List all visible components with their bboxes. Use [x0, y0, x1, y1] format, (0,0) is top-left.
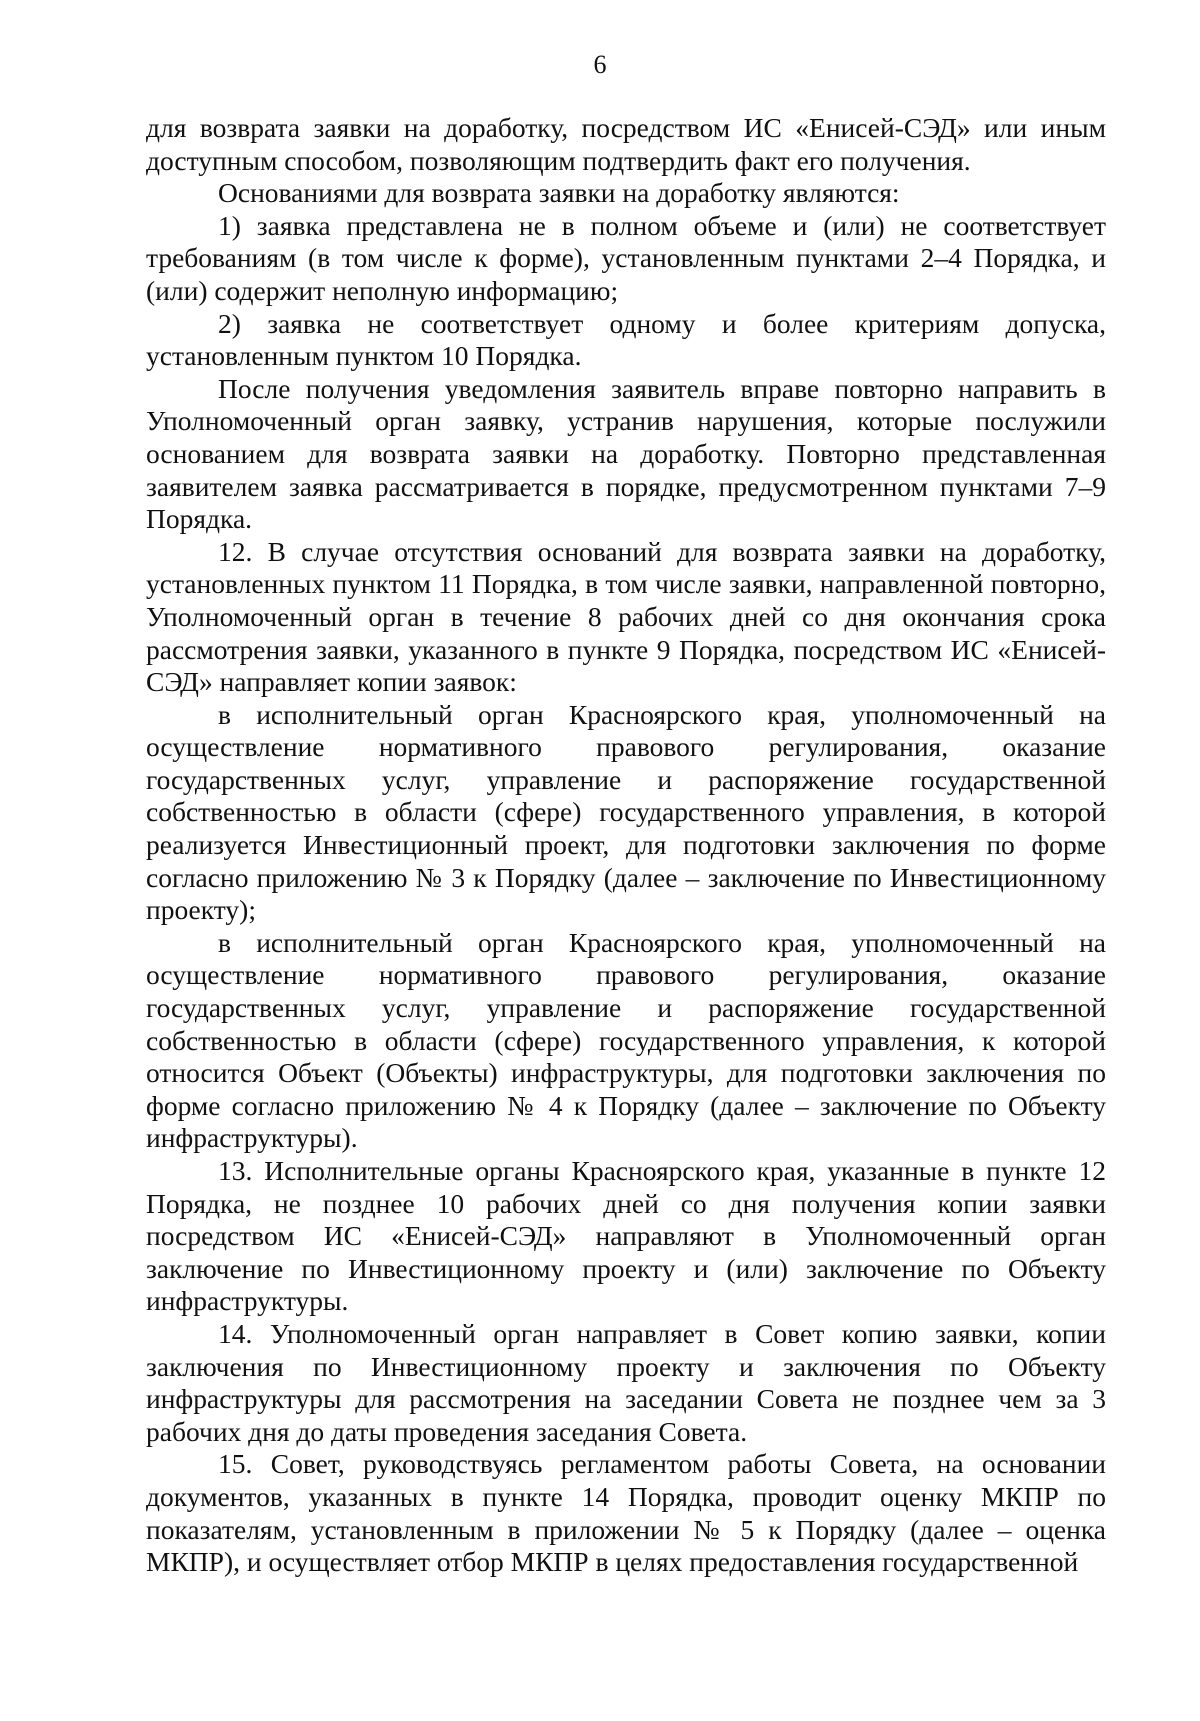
paragraph-item-12-recipient-2: в исполнительный орган Красноярского края, уполномоченный на осуществление нормативного правового регулирования, оказание государственных услуг, управление и распоряжение государственной собственностью в области (сфере) государственного управления, к которой относится Объект (Объекты) инфраструктуры, для подготовки заключения по форме согласно приложению № 4 к Порядку (далее – заключение по Объекту инфраструктуры).	[146, 926, 1106, 1154]
paragraph-item-14: 14. Уполномоченный орган направляет в Совет копию заявки, копии заключения по Инвестиционному проекту и заключения по Объекту инфраструктуры для рассмотрения на заседании Совета не позднее чем за 3 рабочих дня до даты проведения заседания Совета.	[146, 1317, 1106, 1447]
paragraph-resubmission: После получения уведомления заявитель вправе повторно направить в Уполномоченный орган заявку, устранив нарушения, которые послужили основанием для возврата заявки на доработку. Повторно представленная заявителем заявка рассматривается в порядке, предусмотренном пунктами 7–9 Порядка.	[146, 372, 1106, 535]
paragraph-grounds-intro: Основаниями для возврата заявки на доработку являются:	[218, 177, 900, 209]
document-body	[146, 112, 1106, 1579]
paragraph-item-15: 15. Совет, руководствуясь регламентом работы Совета, на основании документов, указанных в пункте 14 Порядка, проводит оценку МКПР по показателям, установленным в приложении № 5 к Порядку (далее – оценка МКПР), и осуществляет отбор МКПР в целях предоставления государственной	[146, 1448, 1106, 1578]
paragraph-item-12: 12. В случае отсутствия оснований для возврата заявки на доработку, установленных пунктом 11 Порядка, в том числе заявки, направленной повторно, Уполномоченный орган в течение 8 рабочих дней со дня окончания срока рассмотрения заявки, указанного в пункте 9 Порядка, посредством ИС «Енисей-СЭД» направляет копии заявок:	[146, 535, 1106, 698]
paragraph-continuation: для возврата заявки на доработку, посредством ИС «Енисей-СЭД» или иным доступным способом, позволяющим подтвердить факт его получения.	[146, 112, 1106, 176]
page-number: 6	[593, 50, 607, 79]
paragraph-ground-1: 1) заявка представлена не в полном объеме и (или) не соответствует требованиям (в том числе к форме), установленным пунктами 2–4 Порядка, и (или) содержит неполную информацию;	[146, 209, 1106, 306]
paragraph-ground-2: 2) заявка не соответствует одному и более критериям допуска, установленным пунктом 10 Порядка.	[146, 307, 1106, 372]
paragraph-item-13: 13. Исполнительные органы Красноярского края, указанные в пункте 12 Порядка, не позднее 10 рабочих дней со дня получения копии заявки посредством ИС «Енисей-СЭД» направляют в Уполномоченный орган заключение по Инвестиционному проекту и (или) заключение по Объекту инфраструктуры.	[146, 1155, 1106, 1317]
paragraph-item-12-recipient-1: в исполнительный орган Красноярского края, уполномоченный на осуществление нормативного правового регулирования, оказание государственных услуг, управление и распоряжение государственной собственностью в области (сфере) государственного управления, в которой реализуется Инвестиционный проект, для подготовки заключения по форме согласно приложению № 3 к Порядку (далее – заключение по Инвестиционному проекту);	[146, 698, 1106, 926]
